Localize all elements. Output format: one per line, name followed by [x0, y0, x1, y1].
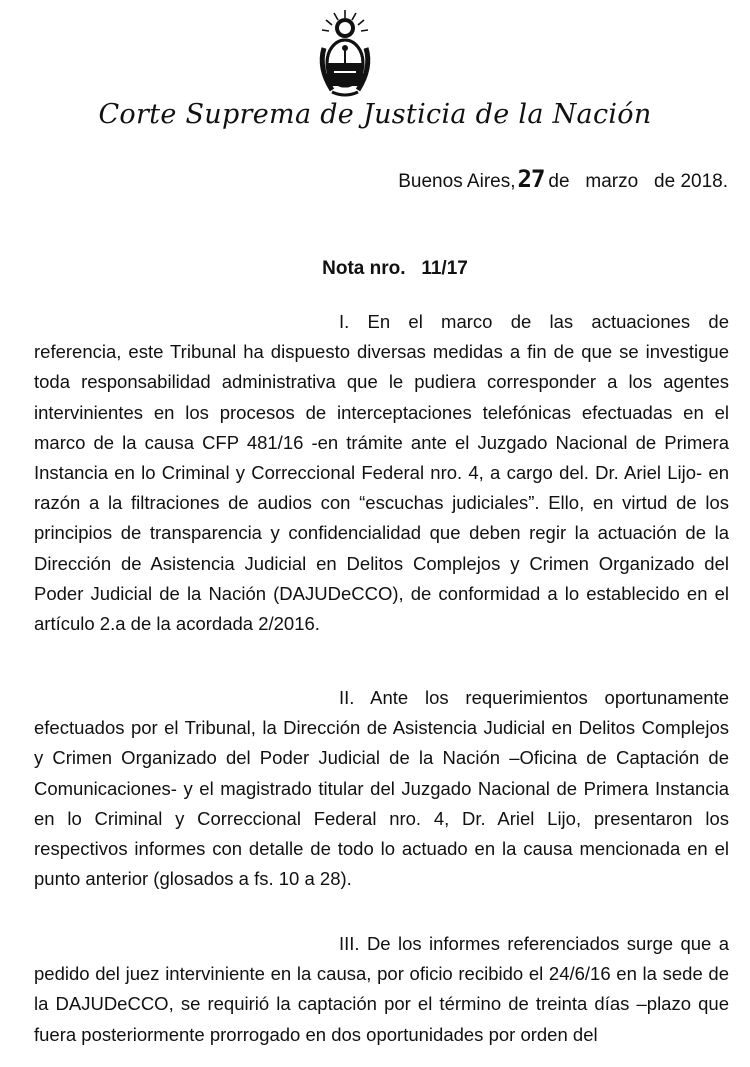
- dateline-day-handwritten: 27: [517, 165, 545, 193]
- dateline-de: de: [548, 171, 570, 192]
- paragraph-2: II. Ante los requerimientos oportunamente efectuados por el Tribunal, la Dirección de Asistencia Judicial en Delitos Complejos y Crimen Organizado del Poder Judicial de la Nación –Oficina de Captación de Comunicaciones- y el magistrado titular del Juzgado Nacional de Primera Instancia en lo Criminal y Correccional Federal nro. 4, Dr. Ariel Lijo, presentaron los respectivos informes con detalle de todo lo actuado en la causa mencionada en el punto anterior (glosados a fs. 10 a 28).: [34, 687, 729, 890]
- dateline-city: Buenos Aires,: [398, 171, 516, 192]
- dateline-month: marzo: [585, 171, 639, 192]
- court-name-heading: Corte Suprema de Justicia de la Nación: [98, 99, 652, 130]
- dateline-year: de 2018.: [654, 171, 728, 192]
- paragraph-1: I. En el marco de las actuaciones de referencia, este Tribunal ha dispuesto diversas medidas a fin de que se investigue toda responsabilidad administrativa que le pudiera corresponder a los agentes intervinientes en los procesos de interceptaciones telefónicas efectuadas en el marco de la causa CFP 481/16 -en trámite ante el Juzgado Nacional de Primera Instancia en lo Criminal y Correccional Federal nro. 4, a cargo del. Dr. Ariel Lijo- en razón a la filtraciones de audios con “escuchas judiciales”. Ello, en virtud de los principios de transparencia y confidencialidad que deben regir la actuación de la Dirección de Asistencia Judicial en Delitos Complejos y Crimen Organizado del Poder Judicial de la Nación (DAJUDeCCO), de conformidad a lo establecido en el artículo 2.a de la acordada 2/2016.: [34, 311, 729, 635]
- argentine-coat-of-arms-icon: [312, 8, 378, 98]
- paragraph-3: III. De los informes referenciados surge que a pedido del juez interviniente en la causa, por oficio recibido el 24/6/16 en la sede de la DAJUDeCCO, se requirió la captación por el término de treinta días –plazo que fuera posteriormente prorrogado en dos oportunidades por orden del: [34, 933, 729, 1045]
- dateline: [398, 165, 728, 193]
- note-number-title: Nota nro. 11/17: [322, 258, 468, 279]
